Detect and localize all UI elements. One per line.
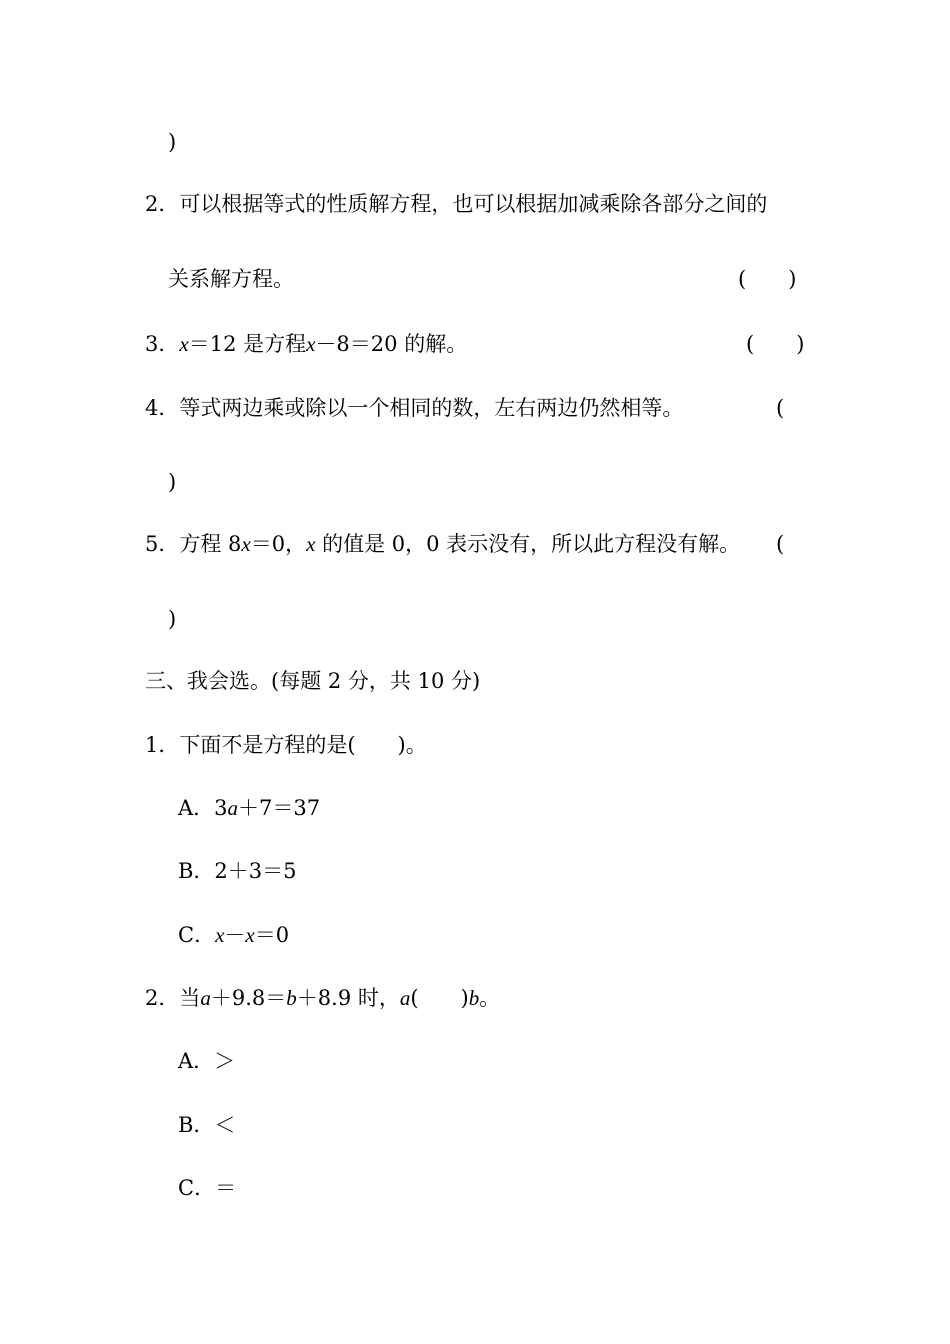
q2-var-b: b [468, 986, 480, 1010]
q2-answer-blank[interactable]: ( ) [410, 986, 469, 1010]
mc-question-2-option-c[interactable]: C．＝ [178, 1176, 237, 1200]
q2-stem-c: ＋8.9 时， [296, 986, 400, 1010]
q3-text-b: －8＝20 的解。 [315, 332, 468, 356]
mc-question-1-stem: 1．下面不是方程的是( )。 [145, 733, 427, 757]
q3-text-a: ＝12 是方程 [188, 332, 307, 356]
q2-var-a: a [399, 986, 411, 1010]
tf-question-3 [145, 330, 467, 358]
q5-text-c: 的值是 0，0 表示没有，所以此方程没有解。 [315, 532, 741, 556]
tf-question-3-answer-blank[interactable]: ( ) [746, 332, 805, 356]
q2-stem-b: ＋9.8＝ [210, 986, 287, 1010]
tf-question-4-open-paren[interactable]: ( [776, 396, 785, 420]
option-a-coef: 3 [214, 796, 228, 820]
q3-var-x: x [306, 332, 316, 356]
mc-question-2-option-b[interactable]: B．＜ [178, 1113, 236, 1137]
option-a-var: a [227, 796, 239, 820]
q5-var-x: x [241, 532, 251, 556]
tf-question-2-line-2: 关系解方程。 [168, 267, 294, 291]
option-a-rest: ＋7＝37 [238, 796, 321, 820]
tf-question-4-close-paren: ) [168, 470, 177, 494]
q2-stem-a: 2．当 [145, 986, 201, 1010]
tf-question-5-close-paren: ) [168, 607, 177, 631]
q5-text-a: 5．方程 8 [145, 532, 242, 556]
q2-var-a: a [200, 986, 211, 1010]
tf-question-5-open-paren[interactable]: ( [776, 532, 785, 556]
tf-question-2-answer-blank[interactable]: ( ) [738, 267, 797, 291]
q2-stem-e: 。 [479, 986, 501, 1010]
q3-number: 3． [145, 332, 180, 356]
tf-question-4: 4．等式两边乘或除以一个相同的数，左右两边仍然相等。 [145, 396, 684, 420]
q2-var-b: b [286, 986, 297, 1010]
mc-question-2-stem [145, 984, 500, 1012]
option-c-var-x: x [245, 923, 255, 947]
q5-var-x: x [306, 532, 316, 556]
option-c-end: ＝0 [254, 923, 290, 947]
mc-question-2-option-a[interactable]: A．＞ [178, 1049, 236, 1073]
mc-question-1-option-a[interactable] [178, 794, 320, 822]
q5-text-b: ＝0， [250, 532, 307, 556]
section-3-heading: 三、我会选。(每题 2 分，共 10 分) [145, 669, 481, 693]
q3-var-x: x [179, 332, 189, 356]
tf-question-5 [145, 530, 740, 558]
option-c-var-x: x [215, 923, 225, 947]
mc-question-1-option-c[interactable] [178, 921, 289, 949]
tf-question-2-line-1: 2．可以根据等式的性质解方程，也可以根据加减乘除各部分之间的 [145, 192, 768, 216]
option-c-label: C． [178, 923, 216, 947]
q1-closing-paren: ) [168, 130, 177, 154]
option-a-label: A． [178, 796, 215, 820]
mc-question-1-option-b[interactable]: B．2＋3＝5 [178, 859, 297, 883]
option-c-minus: － [224, 923, 246, 947]
